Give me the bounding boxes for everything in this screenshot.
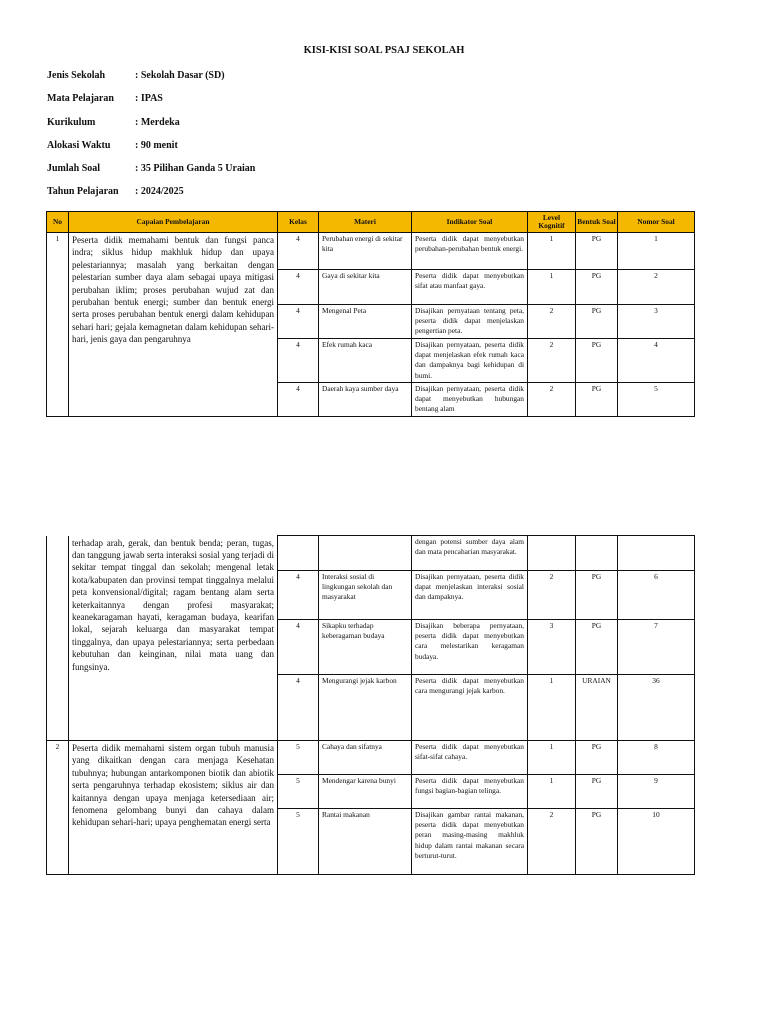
cell-kelas: 4 — [278, 383, 319, 417]
cell-materi: Sikapku terhadap keberagaman budaya — [319, 620, 412, 675]
cell-level: 1 — [528, 270, 576, 305]
header-level: Level Kognitif — [528, 212, 576, 233]
table-row — [47, 741, 695, 775]
header-bentuk: Bentuk Soal — [576, 212, 618, 233]
cell-nomor: 1 — [618, 233, 695, 270]
meta-row — [47, 140, 255, 163]
meta-value: : 35 Pilihan Ganda 5 Uraian — [135, 163, 256, 175]
cell-indikator: Peserta didik dapat menyebutkan sifat atau manfaat gaya. — [412, 270, 528, 305]
meta-label: Tahun Pelajaran — [47, 186, 119, 198]
cell-nomor: 9 — [618, 775, 695, 809]
header-kelas: Kelas — [278, 212, 319, 233]
cell-level: 2 — [528, 809, 576, 875]
cell-nomor: 36 — [618, 675, 695, 741]
cell-nomor: 6 — [618, 571, 695, 620]
cell-level: 3 — [528, 620, 576, 675]
meta-row — [47, 93, 255, 116]
cell-nomor: 8 — [618, 741, 695, 775]
cell-materi: Mengurangi jejak karbon — [319, 675, 412, 741]
cell-materi: Gaya di sekitar kita — [319, 270, 412, 305]
cell-bentuk: PG — [576, 305, 618, 339]
cell-level: 1 — [528, 675, 576, 741]
cell-nomor: 7 — [618, 620, 695, 675]
cell-kelas: 4 — [278, 339, 319, 383]
meta-row — [47, 186, 255, 209]
cell-bentuk: PG — [576, 339, 618, 383]
cp-text-cont: terhadap arah, gerak, dan bentuk benda; peran, tugas, dan tanggung jawab serta interaksi sosial yang terjadi di sekitar tempat tinggal dan sekolah; mengenal letak kota/kabupaten dan provinsi tempat tinggalnya melalui peta konvensional/digital; ragam bentang alam serta keterkaitannya dengan profesi masyarakat; keanekaragaman hayati, keragaman budaya, kearifan lokal, sejarah keluarga dan masyarakat tempat tinggalnya, dan upaya pelestariannya; serta perbedaan kebutuhan dan keinginan, nilai mata uang dan fungsinya. — [69, 536, 278, 741]
table-header-row — [47, 212, 695, 233]
kisi-table-page2 — [46, 535, 695, 875]
cell-nomor: 2 — [618, 270, 695, 305]
cell-bentuk — [576, 536, 618, 571]
cell-bentuk: PG — [576, 741, 618, 775]
cell-materi: Perubahan energi di sekitar kita — [319, 233, 412, 270]
cell-level: 1 — [528, 775, 576, 809]
header-no: No — [47, 212, 69, 233]
cell-materi: Mendengar karena bunyi — [319, 775, 412, 809]
cell-materi: Efek rumah kaca — [319, 339, 412, 383]
cell-indikator: Disajikan pernyataan, peserta didik dapat menjelaskan interaksi sosial dan dampaknya. — [412, 571, 528, 620]
cell-level: 1 — [528, 233, 576, 270]
cp-text: Peserta didik memahami bentuk dan fungsi panca indra; siklus hidup makhluk hidup dan upaya pelestariannya; masalah yang berkaitan dengan pelestarian sumber daya alam sebagai upaya mitigasi perubahan iklim; proses perubahan wujud zat dan perubahan bentuk energi; sumber dan bentuk energi serta proses perubahan bentuk energi dalam kehidupan sehari hari; gejala kemagnetan dalam kehidupan sehari-hari, jenis gaya dan pengaruhnya — [69, 233, 278, 417]
cell-indikator: Peserta didik dapat menyebutkan perubahan-perubahan bentuk energi. — [412, 233, 528, 270]
meta-row — [47, 117, 255, 140]
cell-materi: Mengenal Peta — [319, 305, 412, 339]
meta-row — [47, 163, 255, 186]
meta-value: : Merdeka — [135, 116, 180, 128]
meta-label: Mata Pelajaran — [47, 93, 114, 105]
cell-level: 2 — [528, 339, 576, 383]
meta-row — [47, 70, 255, 93]
cell-indikator: Disajikan beberapa pernyataan, peserta didik dapat menyebutkan cara melestarikan keragaman budaya. — [412, 620, 528, 675]
cell-bentuk: PG — [576, 809, 618, 875]
cell-bentuk: PG — [576, 775, 618, 809]
cell-level — [528, 536, 576, 571]
cell-indikator: Disajikan gambar rantai makanan, peserta didik dapat menyebutkan peran masing-masing makhluk hidup dalam rantai makanan secara berturut-turut. — [412, 809, 528, 875]
meta-value: : IPAS — [135, 93, 163, 105]
cell-nomor: 4 — [618, 339, 695, 383]
cell-materi: Interaksi sosial di lingkungan sekolah dan masyarakat — [319, 571, 412, 620]
meta-label: Kurikulum — [47, 116, 96, 128]
cell-kelas: 5 — [278, 741, 319, 775]
cell-materi: Rantai makanan — [319, 809, 412, 875]
kisi-table-page1 — [46, 211, 695, 417]
cell-nomor: 10 — [618, 809, 695, 875]
document-title: KISI-KISI SOAL PSAJ SEKOLAH — [303, 45, 465, 56]
cell-materi: Daerah kaya sumber daya — [319, 383, 412, 417]
cell-nomor — [618, 536, 695, 571]
cell-kelas: 5 — [278, 809, 319, 875]
cell-indikator: Disajikan pernyataan, peserta didik dapat menyebutkan hubungan bentang alam — [412, 383, 528, 417]
cell-kelas: 4 — [278, 675, 319, 741]
cell-bentuk: URAIAN — [576, 675, 618, 741]
meta-label: Jenis Sekolah — [47, 70, 106, 81]
cell-kelas: 4 — [278, 270, 319, 305]
cell-indikator: Peserta didik dapat menyebutkan sifat-sifat cahaya. — [412, 741, 528, 775]
cp-number: 1 — [47, 233, 69, 417]
cell-kelas — [278, 536, 319, 571]
table-row — [47, 536, 695, 571]
cell-level: 2 — [528, 571, 576, 620]
cell-bentuk: PG — [576, 270, 618, 305]
header-indikator: Indikator Soal — [412, 212, 528, 233]
header-nomor: Nomor Soal — [618, 212, 695, 233]
cell-level: 1 — [528, 741, 576, 775]
document-meta — [47, 70, 255, 210]
cp-number: 2 — [47, 741, 69, 875]
cell-indikator: Peserta didik dapat menyebutkan fungsi bagian-bagian telinga. — [412, 775, 528, 809]
header-capaian: Capaian Pembelajaran — [69, 212, 278, 233]
cell-indikator: Disajikan pernyataan tentang peta, peserta didik dapat menjelaskan pengertian peta. — [412, 305, 528, 339]
cell-indikator: Peserta didik dapat menyebutkan cara mengurangi jejak karbon. — [412, 675, 528, 741]
cp-text: Peserta didik memahami sistem organ tubuh manusia yang dikaitkan dengan cara menjaga Kesehatan tubuhnya; hubungan antarkomponen biotik dan abiotik serta pengaruhnya terhadap ekosistem; siklus air dan kaitannya dengan upaya menjaga ketersediaan air; fenomena gelombang bunyi dan cahaya dalam kehidupan sehari-hari; upaya penghematan energi serta — [69, 741, 278, 875]
cell-indikator: dengan potensi sumber daya alam dan mata pencaharian masyarakat. — [412, 536, 528, 571]
cell-bentuk: PG — [576, 383, 618, 417]
cell-materi — [319, 536, 412, 571]
cell-kelas: 4 — [278, 233, 319, 270]
cell-materi: Cahaya dan sifatnya — [319, 741, 412, 775]
meta-label: Jumlah Soal — [47, 163, 101, 175]
cell-nomor: 5 — [618, 383, 695, 417]
cell-level: 2 — [528, 305, 576, 339]
meta-value: : 90 menit — [135, 139, 178, 151]
cell-bentuk: PG — [576, 620, 618, 675]
header-materi: Materi — [319, 212, 412, 233]
meta-value: : 2024/2025 — [135, 186, 184, 198]
cell-level: 2 — [528, 383, 576, 417]
cell-kelas: 4 — [278, 620, 319, 675]
cell-indikator: Disajikan pernyataan, peserta didik dapat menjelaskan efek rumah kaca dan dampaknya bagi kehidupan di bumi. — [412, 339, 528, 383]
cell-kelas: 4 — [278, 571, 319, 620]
cell-nomor: 3 — [618, 305, 695, 339]
table-row — [47, 233, 695, 270]
meta-label: Alokasi Waktu — [47, 139, 111, 151]
cell-bentuk: PG — [576, 233, 618, 270]
meta-value: : Sekolah Dasar (SD) — [135, 70, 225, 81]
cell-kelas: 4 — [278, 305, 319, 339]
cp-number-cont — [47, 536, 69, 741]
cell-kelas: 5 — [278, 775, 319, 809]
cell-bentuk: PG — [576, 571, 618, 620]
